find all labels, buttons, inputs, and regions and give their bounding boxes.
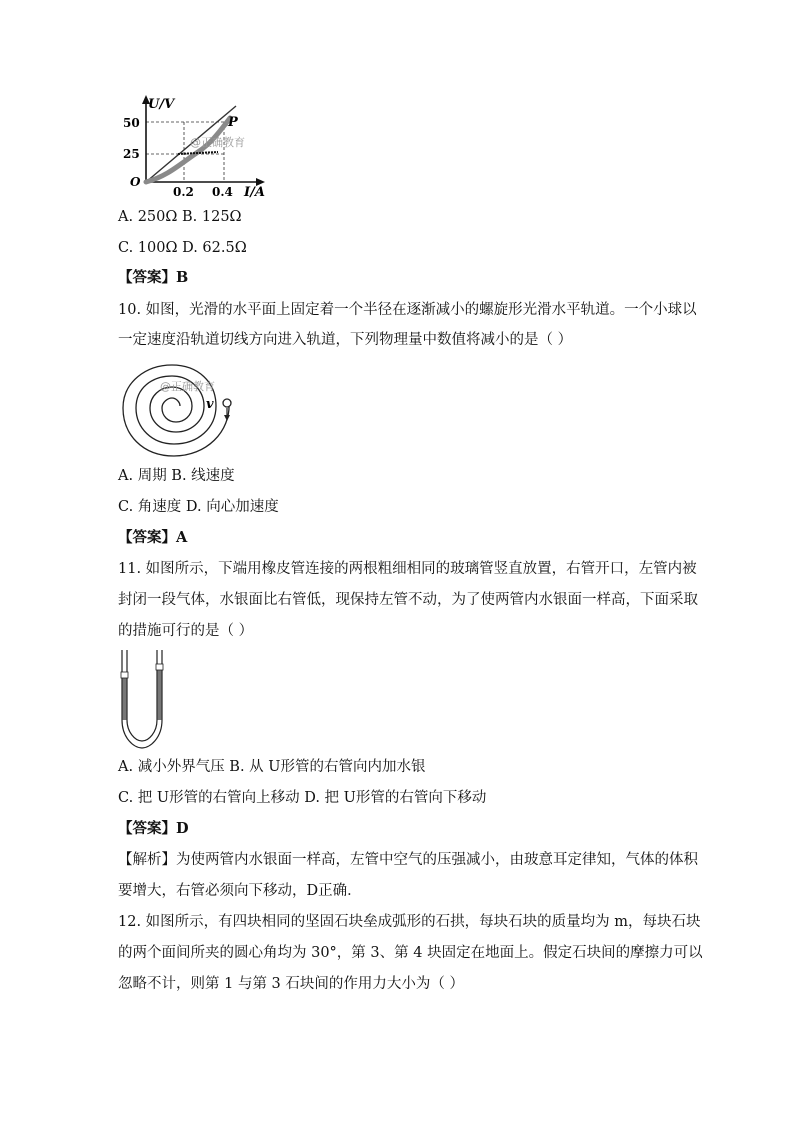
- q10-options-line-2: C. 角速度 D. 向心加速度: [118, 499, 279, 515]
- q11-options-line-2: C. 把 U形管的右管向上移动 D. 把 U形管的右管向下移动: [118, 790, 487, 806]
- origin-label: O: [130, 175, 141, 189]
- q11-options-line-1: A. 减小外界气压 B. 从 U形管的右管向内加水银: [118, 759, 426, 775]
- y-axis-label: U/V: [148, 97, 175, 112]
- q12-text-line-2: 的两个面间所夹的圆心角均为 30°，第 3、第 4 块固定在地面上。假定石块间的摩擦力可以: [118, 945, 703, 961]
- q11-analysis-line-2: 要增大，右管必须向下移动，D正确．: [118, 883, 362, 899]
- watermark: @正确教育: [160, 380, 215, 393]
- left-rubber-joint: [121, 672, 128, 678]
- y-tick-25: 25: [123, 147, 140, 161]
- q10-options-line-1: A. 周期 B. 线速度: [118, 468, 235, 484]
- velocity-arrow-head: [224, 415, 230, 421]
- q9-answer: 【答案】B: [118, 269, 189, 286]
- q9-options-line-2: C. 100Ω D. 62.5Ω: [118, 240, 247, 256]
- x-tick-04: 0.4: [212, 185, 233, 199]
- spiral-track-figure: [118, 360, 248, 460]
- nonlinear-curve: [146, 118, 230, 182]
- x-tick-02: 0.2: [173, 185, 194, 199]
- right-mercury: [158, 666, 162, 720]
- q11-analysis-line-1: 【解析】为使两管内水银面一样高，左管中空气的压强减小，由玻意耳定律知，气体的体积: [118, 852, 698, 868]
- q12-text-line-3: 忽略不计，则第 1 与第 3 石块间的作用力大小为（ ）: [118, 976, 464, 992]
- left-mercury: [123, 674, 127, 720]
- ball: [223, 399, 231, 407]
- x-axis-label: I/A: [244, 185, 265, 200]
- u-tube-figure: [118, 648, 168, 750]
- q12-text-line-1: 12. 如图所示，有四块相同的坚固石块垒成弧形的石拱，每块石块的质量均为 m，每块石块: [118, 914, 701, 930]
- q11-text-line-3: 的措施可行的是（ ）: [118, 623, 254, 639]
- q10-answer: 【答案】A: [118, 529, 188, 546]
- q10-text-line-2: 一定速度沿轨道切线方向进入轨道，下列物理量中数值将减小的是（ ）: [118, 332, 573, 348]
- y-tick-50: 50: [123, 116, 140, 130]
- watermark: @正确教育: [190, 136, 245, 149]
- u-i-graph: [118, 92, 278, 200]
- right-rubber-joint: [156, 664, 163, 670]
- q11-text-line-2: 封闭一段气体，水银面比右管低，现保持左管不动，为了使两管内水银面一样高，下面采取: [118, 592, 698, 608]
- u-tube-inner: [127, 650, 157, 741]
- point-p-label: P: [228, 115, 238, 130]
- q11-text-line-1: 11. 如图所示，下端用橡皮管连接的两根粗细相同的玻璃管竖直放置，右管开口，左管内被: [118, 561, 697, 577]
- velocity-label: v: [206, 397, 214, 412]
- q9-options-line-1: A. 250Ω B. 125Ω: [118, 209, 242, 225]
- q11-answer: 【答案】D: [118, 820, 189, 837]
- q10-text-line-1: 10. 如图，光滑的水平面上固定着一个半径在逐渐减小的螺旋形光滑水平轨道。一个小球以: [118, 302, 697, 318]
